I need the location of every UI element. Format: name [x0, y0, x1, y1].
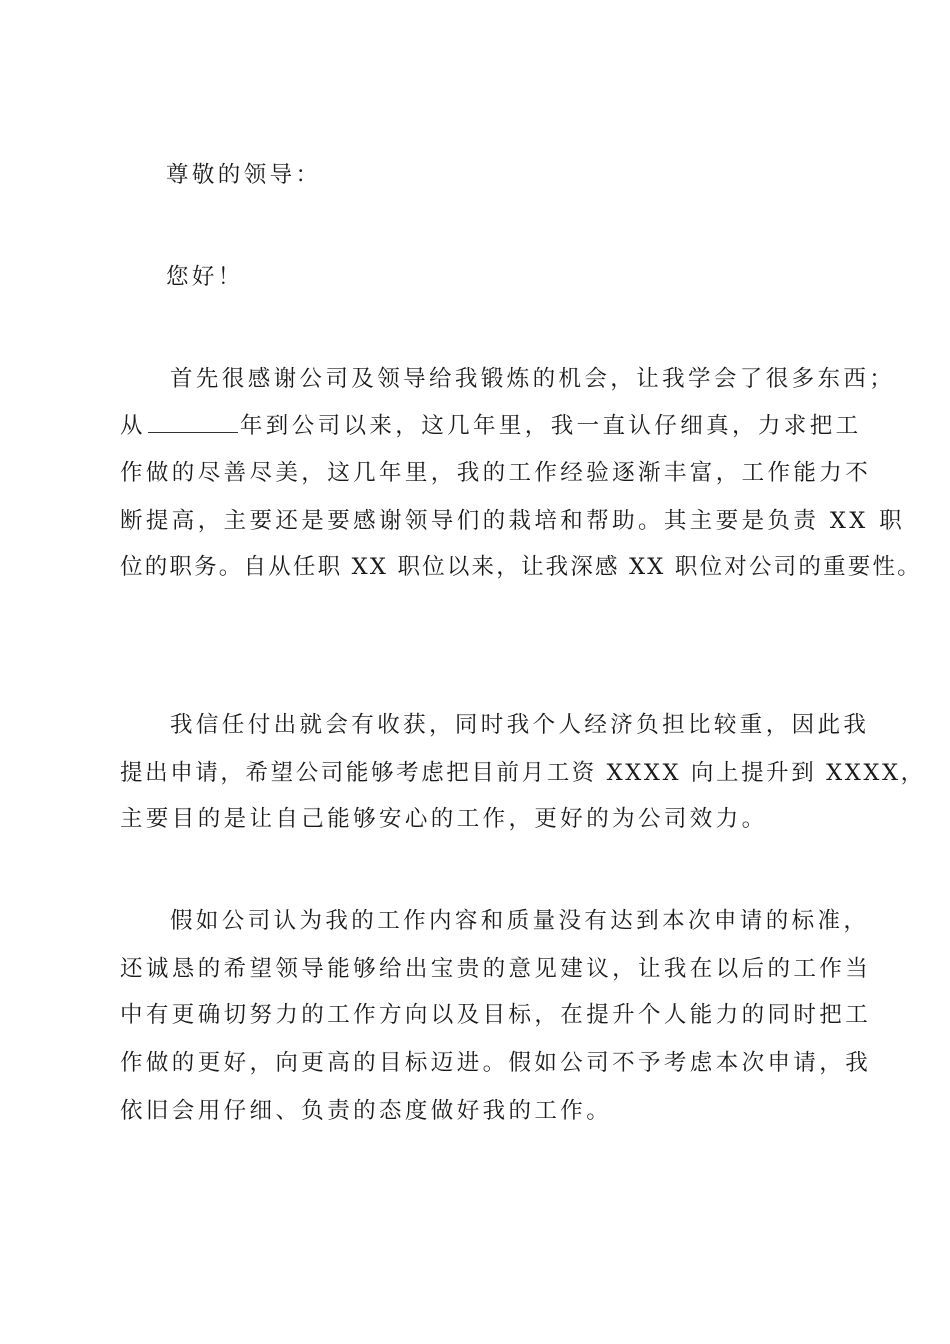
paragraph-3-line-1: 假如公司认为我的工作内容和质量没有达到本次申请的标准，	[170, 908, 870, 934]
paragraph-1-line-4: 断提高，主要还是要感谢领导们的栽培和帮助。其主要是负责 XX 职	[120, 508, 906, 534]
paragraph-1-line-2-rest: 年到公司以来，这几年里，我一直认仔细真，力求把工	[239, 413, 862, 439]
paragraph-2-line-3: 主要目的是让自己能够安心的工作，更好的为公司效力。	[120, 806, 768, 832]
paragraph-2-line-2: 提出申请，希望公司能够考虑把目前月工资 XXXX 向上提升到 XXXX，	[120, 760, 926, 786]
year-blank	[148, 414, 238, 433]
salutation: 尊敬的领导：	[166, 162, 322, 188]
paragraph-2-line-1: 我信任付出就会有收获，同时我个人经济负担比较重，因此我	[170, 712, 870, 738]
greeting: 您好！	[166, 264, 244, 290]
paragraph-1-line-5: 位的职务。自从任职 XX 职位以来，让我深感 XX 职位对公司的重要性。	[120, 554, 922, 580]
paragraph-3-line-2: 还诚恳的希望领导能够给出宝贵的意见建议，让我在以后的工作当	[120, 956, 872, 982]
paragraph-1-line-2	[120, 414, 862, 438]
paragraph-3-line-5: 依旧会用仔细、负责的态度做好我的工作。	[120, 1098, 613, 1124]
paragraph-1-line-1: 首先很感谢公司及领导给我锻炼的机会，让我学会了很多东西；	[170, 366, 896, 392]
paragraph-3-line-3: 中有更确切努力的工作方向以及目标，在提升个人能力的同时把工	[120, 1002, 872, 1028]
paragraph-1-line-3: 作做的尽善尽美，这几年里，我的工作经验逐渐丰富，工作能力不	[120, 460, 872, 486]
paragraph-1-line-2-start: 从	[120, 413, 146, 439]
paragraph-3-line-4: 作做的更好，向更高的目标迈进。假如公司不予考虑本次申请，我	[120, 1050, 872, 1076]
